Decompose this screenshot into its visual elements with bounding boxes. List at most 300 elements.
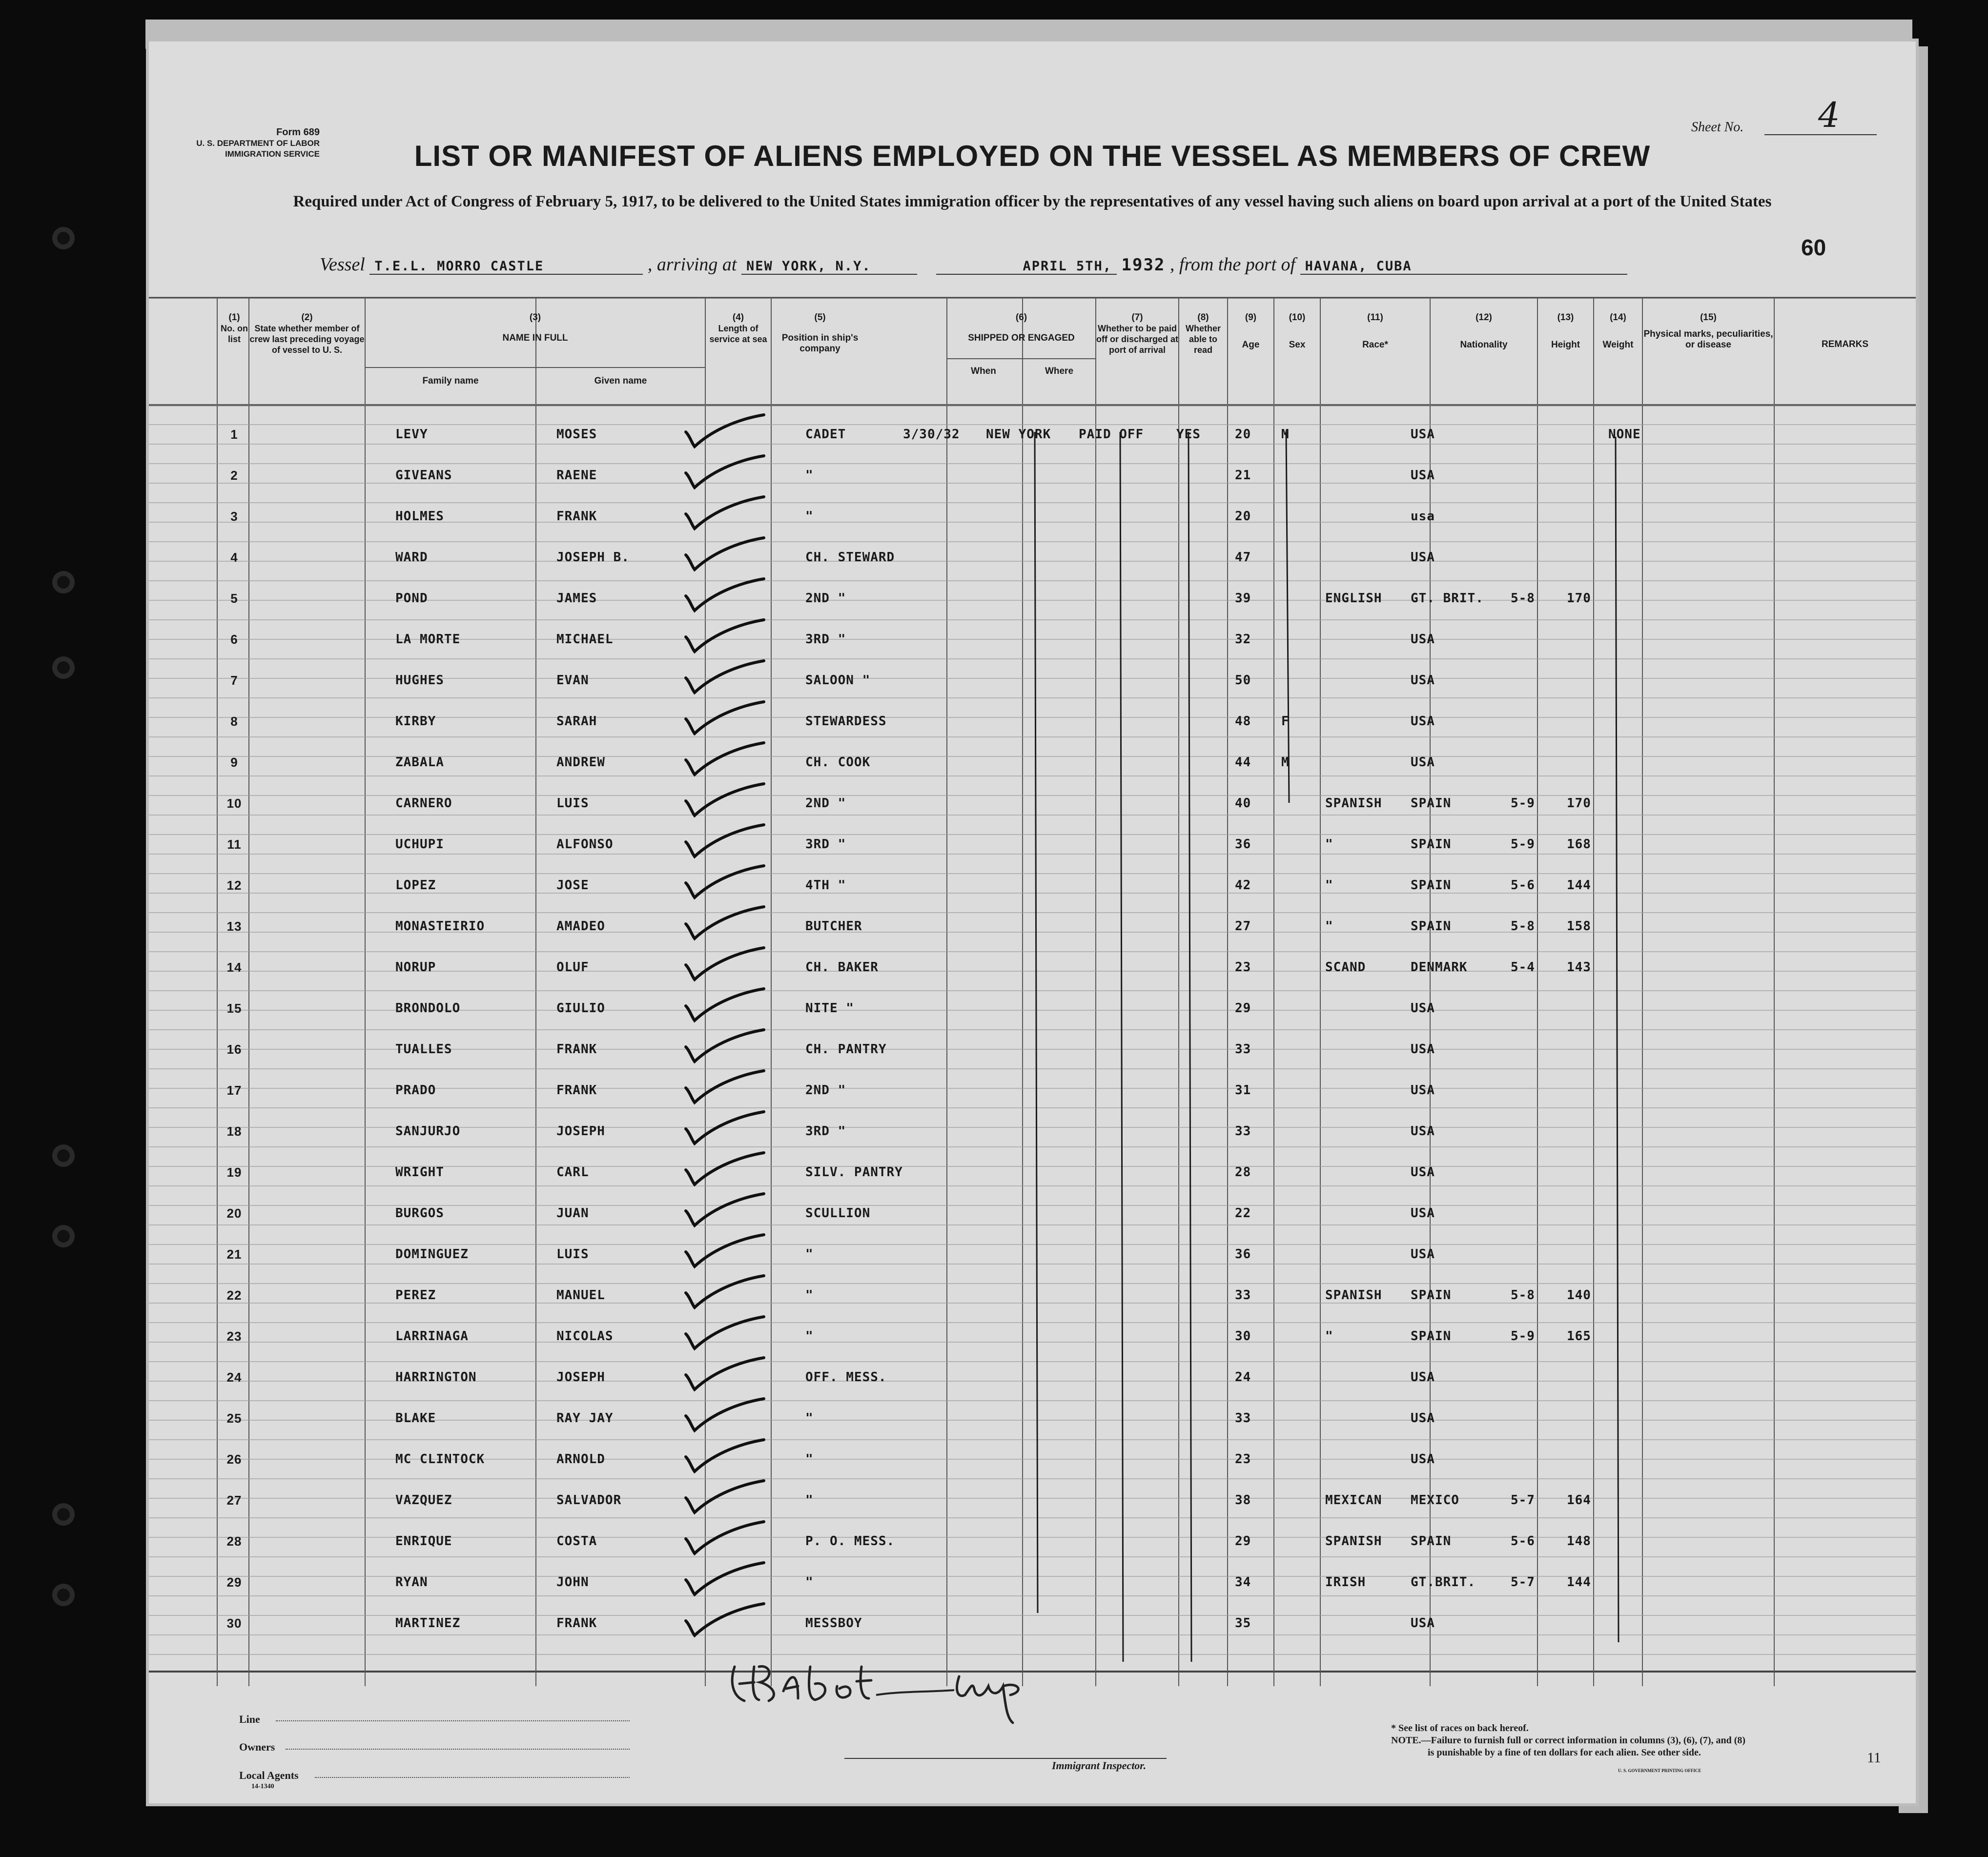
position: " [805, 1411, 814, 1426]
race: SCAND [1325, 960, 1366, 975]
age: 50 [1235, 673, 1251, 688]
check-mark [681, 1191, 793, 1230]
age: 28 [1235, 1165, 1251, 1180]
nationality: SPAIN [1411, 1329, 1452, 1344]
table-row [149, 960, 1916, 1001]
given-name: FRANK [556, 1616, 597, 1631]
given-name: NICOLAS [556, 1329, 614, 1344]
binder-hole [52, 1503, 75, 1526]
nationality: USA [1411, 550, 1435, 565]
nationality: USA [1411, 1165, 1435, 1180]
weight: 170 [1567, 796, 1591, 811]
position: CH. STEWARD [805, 550, 895, 565]
weight: 158 [1567, 919, 1591, 934]
height: 5-8 [1511, 1288, 1535, 1303]
table-row [149, 1083, 1916, 1124]
age: 47 [1235, 550, 1251, 565]
check-mark [681, 986, 793, 1025]
arrival-port: NEW YORK, N.Y. [741, 259, 917, 275]
age: 34 [1235, 1575, 1251, 1590]
position: SALOON " [805, 673, 871, 688]
age: 33 [1235, 1411, 1251, 1426]
position: " [805, 1575, 814, 1590]
table-row [149, 468, 1916, 509]
table-row [149, 1370, 1916, 1411]
page-number: 60 [1801, 235, 1826, 260]
sex: F [1281, 714, 1290, 729]
col-header-6a: When [971, 366, 996, 376]
position: 3RD " [805, 632, 846, 647]
shipped-when: 3/30/32 [903, 427, 960, 442]
binder-hole [52, 656, 75, 679]
binder-hole [52, 1584, 75, 1606]
family-name: LOPEZ [395, 878, 436, 893]
table-row [149, 632, 1916, 673]
race: " [1325, 878, 1333, 893]
nationality: SPAIN [1411, 1534, 1452, 1549]
row-number: 9 [230, 755, 238, 770]
height: 5-6 [1511, 878, 1535, 893]
table-row [149, 1534, 1916, 1575]
department-name: U. S. DEPARTMENT OF LABOR [196, 139, 320, 148]
col-header-12: (12) Nationality [1460, 312, 1508, 350]
family-name: ZABALA [395, 755, 444, 770]
from-port: HAVANA, CUBA [1300, 259, 1627, 275]
position: SCULLION [805, 1206, 871, 1221]
position: " [805, 1452, 814, 1467]
given-name: CARL [556, 1165, 589, 1180]
given-name: LUIS [556, 796, 589, 811]
weight: 168 [1567, 837, 1591, 852]
table-row [149, 796, 1916, 837]
sex: M [1281, 427, 1290, 442]
weight: 170 [1567, 591, 1591, 606]
agents-label: Local Agents [239, 1769, 299, 1781]
given-name: JOSE [556, 878, 589, 893]
row-number: 24 [226, 1370, 242, 1385]
position: NITE " [805, 1001, 854, 1016]
check-mark [681, 1560, 793, 1599]
weight: 144 [1567, 878, 1591, 893]
page-subtitle: Required under Act of Congress of February 5, 1917, to be delivered to the United States immigration officer by the representatives of any vessel having such aliens on board upon arrival at a port of the United States [293, 193, 1772, 210]
nationality: USA [1411, 1370, 1435, 1385]
position: 2ND " [805, 591, 846, 606]
check-mark [681, 412, 793, 451]
check-mark [681, 740, 793, 779]
age: 48 [1235, 714, 1251, 729]
family-name: WRIGHT [395, 1165, 444, 1180]
table-row [149, 1493, 1916, 1534]
age: 29 [1235, 1534, 1251, 1549]
col-header-7: (7) Whether to be paid off or discharged at port of arrival [1096, 312, 1179, 355]
age: 40 [1235, 796, 1251, 811]
position: CH. PANTRY [805, 1042, 887, 1057]
position: " [805, 1329, 814, 1344]
inspector-signature [725, 1637, 1115, 1735]
check-mark [681, 945, 793, 984]
nationality: SPAIN [1411, 796, 1452, 811]
position: P. O. MESS. [805, 1534, 895, 1549]
nationality: USA [1411, 1452, 1435, 1467]
vessel-name: T.E.L. MORRO CASTLE [369, 259, 643, 275]
agents-rule [315, 1777, 630, 1778]
row-number: 11 [227, 837, 242, 852]
weight: 144 [1567, 1575, 1591, 1590]
check-mark [681, 1109, 793, 1148]
inspector-label: Immigrant Inspector. [1052, 1759, 1147, 1772]
given-name: JAMES [556, 591, 597, 606]
line-label: Line [239, 1713, 260, 1725]
height: 5-8 [1511, 591, 1535, 606]
family-name: KIRBY [395, 714, 436, 729]
nationality: USA [1411, 1083, 1435, 1098]
col-header-14: (14) Weight [1602, 312, 1634, 350]
inspector-rule [844, 1758, 1167, 1759]
table-row [149, 919, 1916, 960]
note-races: * See list of races on back hereof. [1391, 1723, 1529, 1734]
position: 3RD " [805, 837, 846, 852]
row-number: 23 [226, 1329, 242, 1344]
binder-hole [52, 571, 75, 593]
nationality: SPAIN [1411, 878, 1452, 893]
position: CADET [805, 427, 846, 442]
family-name: GIVEANS [395, 468, 452, 483]
row-number: 8 [230, 714, 238, 729]
family-name: BRONDOLO [395, 1001, 461, 1016]
given-name: MOSES [556, 427, 597, 442]
given-name: MANUEL [556, 1288, 605, 1303]
height: 5-9 [1511, 837, 1535, 852]
nationality: USA [1411, 1124, 1435, 1139]
nationality: USA [1411, 1042, 1435, 1057]
race: " [1325, 919, 1333, 934]
family-name: WARD [395, 550, 428, 565]
row-number: 29 [226, 1575, 242, 1590]
age: 35 [1235, 1616, 1251, 1631]
age: 24 [1235, 1370, 1251, 1385]
given-name: COSTA [556, 1534, 597, 1549]
manifest-sheet [149, 41, 1916, 1803]
col-header-15: (15) Physical marks, peculiarities, or disease [1643, 312, 1773, 350]
family-name: PRADO [395, 1083, 436, 1098]
line-rule [276, 1720, 630, 1721]
nationality: USA [1411, 755, 1435, 770]
given-name: FRANK [556, 1083, 597, 1098]
nationality: SPAIN [1411, 837, 1452, 852]
nationality: USA [1411, 1206, 1435, 1221]
table-row [149, 509, 1916, 550]
table-row [149, 1124, 1916, 1165]
vessel-label: Vessel [320, 254, 365, 275]
age: 21 [1235, 468, 1251, 483]
nationality: SPAIN [1411, 919, 1452, 934]
family-name: UCHUPI [395, 837, 444, 852]
position: CH. COOK [805, 755, 871, 770]
family-name: LA MORTE [395, 632, 461, 647]
owners-rule [286, 1749, 630, 1750]
check-mark [681, 1396, 793, 1435]
col-header-3: (3) NAME IN FULL [502, 312, 568, 343]
row-number: 15 [226, 1001, 242, 1016]
check-mark [681, 535, 793, 574]
given-name: SALVADOR [556, 1493, 622, 1508]
row-number: 6 [230, 632, 238, 647]
family-name: HOLMES [395, 509, 444, 524]
col-header-remarks: REMARKS [1821, 339, 1869, 349]
family-name: ENRIQUE [395, 1534, 452, 1549]
check-mark [681, 453, 793, 492]
check-mark [681, 494, 793, 533]
col-header-8: (8) Whether able to read [1186, 312, 1221, 355]
check-mark [681, 658, 793, 697]
given-name: ARNOLD [556, 1452, 605, 1467]
table-row [149, 1411, 1916, 1452]
age: 31 [1235, 1083, 1251, 1098]
table-row [149, 427, 1916, 468]
row-number: 1 [230, 427, 238, 442]
table-row [149, 1206, 1916, 1247]
given-name: EVAN [556, 673, 589, 688]
row-number: 13 [226, 919, 242, 934]
form-number: Form 689 [276, 127, 320, 138]
check-mark [681, 1314, 793, 1353]
family-name: RYAN [395, 1575, 428, 1590]
check-mark [681, 822, 793, 861]
check-mark [681, 699, 793, 738]
nationality: USA [1411, 1411, 1435, 1426]
age: 33 [1235, 1124, 1251, 1139]
age: 42 [1235, 878, 1251, 893]
table-row [149, 1288, 1916, 1329]
check-mark [681, 1068, 793, 1107]
col-header-2: (2) State whether member of crew last preceding voyage of vessel to U. S. [249, 312, 365, 355]
note-penalty: NOTE.—Failure to furnish full or correct information in columns (3), (6), (7), and (8) [1391, 1735, 1746, 1746]
row-number: 17 [226, 1083, 242, 1098]
col-header-5: (5) Position in ship's company [781, 312, 859, 354]
table-row [149, 1575, 1916, 1616]
check-mark [681, 781, 793, 820]
col-header-4: (4) Length of service at sea [709, 312, 767, 344]
age: 39 [1235, 591, 1251, 606]
given-name: FRANK [556, 509, 597, 524]
given-name: JOSEPH [556, 1370, 605, 1385]
col-header-6: (6) SHIPPED OR ENGAGED [968, 312, 1075, 343]
given-name: OLUF [556, 960, 589, 975]
given-name: MICHAEL [556, 632, 614, 647]
nationality: USA [1411, 632, 1435, 647]
height: 5-8 [1511, 919, 1535, 934]
arrival-year: 1932 [1121, 255, 1166, 275]
nationality: GT. BRIT. [1411, 591, 1484, 606]
height: 5-9 [1511, 1329, 1535, 1344]
check-mark [681, 1437, 793, 1476]
position: CH. BAKER [805, 960, 879, 975]
col-header-1: (1) No. on list [221, 312, 248, 344]
nationality: USA [1411, 1247, 1435, 1262]
given-name: FRANK [556, 1042, 597, 1057]
race: SPANISH [1325, 1288, 1382, 1303]
row-number: 27 [226, 1493, 242, 1508]
row-number: 26 [226, 1452, 242, 1467]
page-title: LIST OR MANIFEST OF ALIENS EMPLOYED ON THE VESSEL AS MEMBERS OF CREW [414, 140, 1651, 172]
family-name: BLAKE [395, 1411, 436, 1426]
race: SPANISH [1325, 1534, 1382, 1549]
weight: 148 [1567, 1534, 1591, 1549]
row-number: 7 [230, 673, 238, 688]
position: " [805, 468, 814, 483]
table-row [149, 591, 1916, 632]
nationality: USA [1411, 468, 1435, 483]
family-name: LARRINAGA [395, 1329, 469, 1344]
weight: 164 [1567, 1493, 1591, 1508]
col-header-9: (9) Age [1242, 312, 1260, 350]
height: 5-7 [1511, 1493, 1535, 1508]
nationality: USA [1411, 1001, 1435, 1016]
check-mark [681, 1273, 793, 1312]
position: STEWARDESS [805, 714, 887, 729]
table-row [149, 1001, 1916, 1042]
col-header-6b: Where [1045, 366, 1074, 376]
given-name: ALFONSO [556, 837, 614, 852]
table-row [149, 550, 1916, 591]
row-number: 28 [226, 1534, 242, 1549]
position: 2ND " [805, 796, 846, 811]
row-number: 4 [230, 550, 238, 565]
check-mark [681, 1150, 793, 1189]
given-name: GIULIO [556, 1001, 605, 1016]
weight: 143 [1567, 960, 1591, 975]
age: 22 [1235, 1206, 1251, 1221]
given-name: JOHN [556, 1575, 589, 1590]
family-name: POND [395, 591, 428, 606]
binder-hole [52, 227, 75, 249]
given-name: AMADEO [556, 919, 605, 934]
age: 36 [1235, 1247, 1251, 1262]
age: 20 [1235, 427, 1251, 442]
race: MEXICAN [1325, 1493, 1382, 1508]
col-header-3b: Given name [594, 376, 647, 386]
row-number: 18 [226, 1124, 242, 1139]
service-name: IMMIGRATION SERVICE [225, 149, 320, 159]
row-number: 30 [226, 1616, 242, 1631]
sheet-number: 4 [1818, 95, 1840, 135]
binder-hole [52, 1225, 75, 1247]
margin-mark: 11 [1867, 1750, 1881, 1766]
age: 27 [1235, 919, 1251, 934]
from-port-label: , from the port of [1169, 254, 1296, 275]
given-name: LUIS [556, 1247, 589, 1262]
sex: M [1281, 755, 1290, 770]
position: 2ND " [805, 1083, 846, 1098]
row-number: 22 [226, 1288, 242, 1303]
age: 33 [1235, 1288, 1251, 1303]
position: OFF. MESS. [805, 1370, 887, 1385]
family-name: PEREZ [395, 1288, 436, 1303]
given-name: SARAH [556, 714, 597, 729]
row-number: 3 [230, 509, 238, 524]
race: " [1325, 837, 1333, 852]
row-number: 21 [226, 1247, 242, 1262]
race: ENGLISH [1325, 591, 1382, 606]
col-header-3a: Family name [422, 376, 479, 386]
age: 30 [1235, 1329, 1251, 1344]
row-number: 5 [230, 591, 238, 606]
family-name: MARTINEZ [395, 1616, 461, 1631]
check-mark [681, 1355, 793, 1394]
col-header-10: (10) Sex [1289, 312, 1306, 350]
age: 29 [1235, 1001, 1251, 1016]
nationality: MEXICO [1411, 1493, 1459, 1508]
position: 3RD " [805, 1124, 846, 1139]
given-name: ANDREW [556, 755, 605, 770]
nationality: USA [1411, 1616, 1435, 1631]
table-row [149, 714, 1916, 755]
age: 32 [1235, 632, 1251, 647]
form-code: 14-1340 [251, 1783, 274, 1790]
nationality: USA [1411, 714, 1435, 729]
position: 4TH " [805, 878, 846, 893]
check-mark [681, 904, 793, 943]
race: IRISH [1325, 1575, 1366, 1590]
arriving-label: , arriving at [647, 254, 737, 275]
table-row [149, 755, 1916, 796]
table-row [149, 673, 1916, 714]
row-number: 16 [226, 1042, 242, 1057]
family-name: CARNERO [395, 796, 452, 811]
given-name: JOSEPH [556, 1124, 605, 1139]
check-mark [681, 617, 793, 656]
check-mark [681, 1519, 793, 1558]
printing-office: U. S. GOVERNMENT PRINTING OFFICE [1618, 1768, 1701, 1773]
given-name: JOSEPH B. [556, 550, 630, 565]
age: 38 [1235, 1493, 1251, 1508]
row-number: 12 [226, 878, 242, 893]
age: 36 [1235, 837, 1251, 852]
weight: 165 [1567, 1329, 1591, 1344]
table-row [149, 1247, 1916, 1288]
row-number: 19 [226, 1165, 242, 1180]
sheet-label: Sheet No. [1691, 120, 1744, 135]
family-name: BURGOS [395, 1206, 444, 1221]
height: 5-7 [1511, 1575, 1535, 1590]
family-name: NORUP [395, 960, 436, 975]
check-mark [681, 1601, 793, 1640]
weight: 140 [1567, 1288, 1591, 1303]
given-name: RAENE [556, 468, 597, 483]
check-mark [681, 576, 793, 615]
table-row [149, 1165, 1916, 1206]
height: 5-4 [1511, 960, 1535, 975]
row-number: 25 [226, 1411, 242, 1426]
position: SILV. PANTRY [805, 1165, 903, 1180]
note-fine: is punishable by a fine of ten dollars for each alien. See other side. [1428, 1747, 1701, 1758]
family-name: HARRINGTON [395, 1370, 477, 1385]
family-name: LEVY [395, 427, 428, 442]
arrival-date: APRIL 5TH, [936, 259, 1117, 275]
family-name: HUGHES [395, 673, 444, 688]
table-row [149, 837, 1916, 878]
row-number: 10 [226, 796, 242, 811]
height: 5-6 [1511, 1534, 1535, 1549]
check-mark [681, 1027, 793, 1066]
nationality: USA [1411, 673, 1435, 688]
physical-marks: NONE [1608, 427, 1641, 442]
family-name: TUALLES [395, 1042, 452, 1057]
family-name: SANJURJO [395, 1124, 461, 1139]
position: " [805, 509, 814, 524]
age: 23 [1235, 960, 1251, 975]
age: 33 [1235, 1042, 1251, 1057]
